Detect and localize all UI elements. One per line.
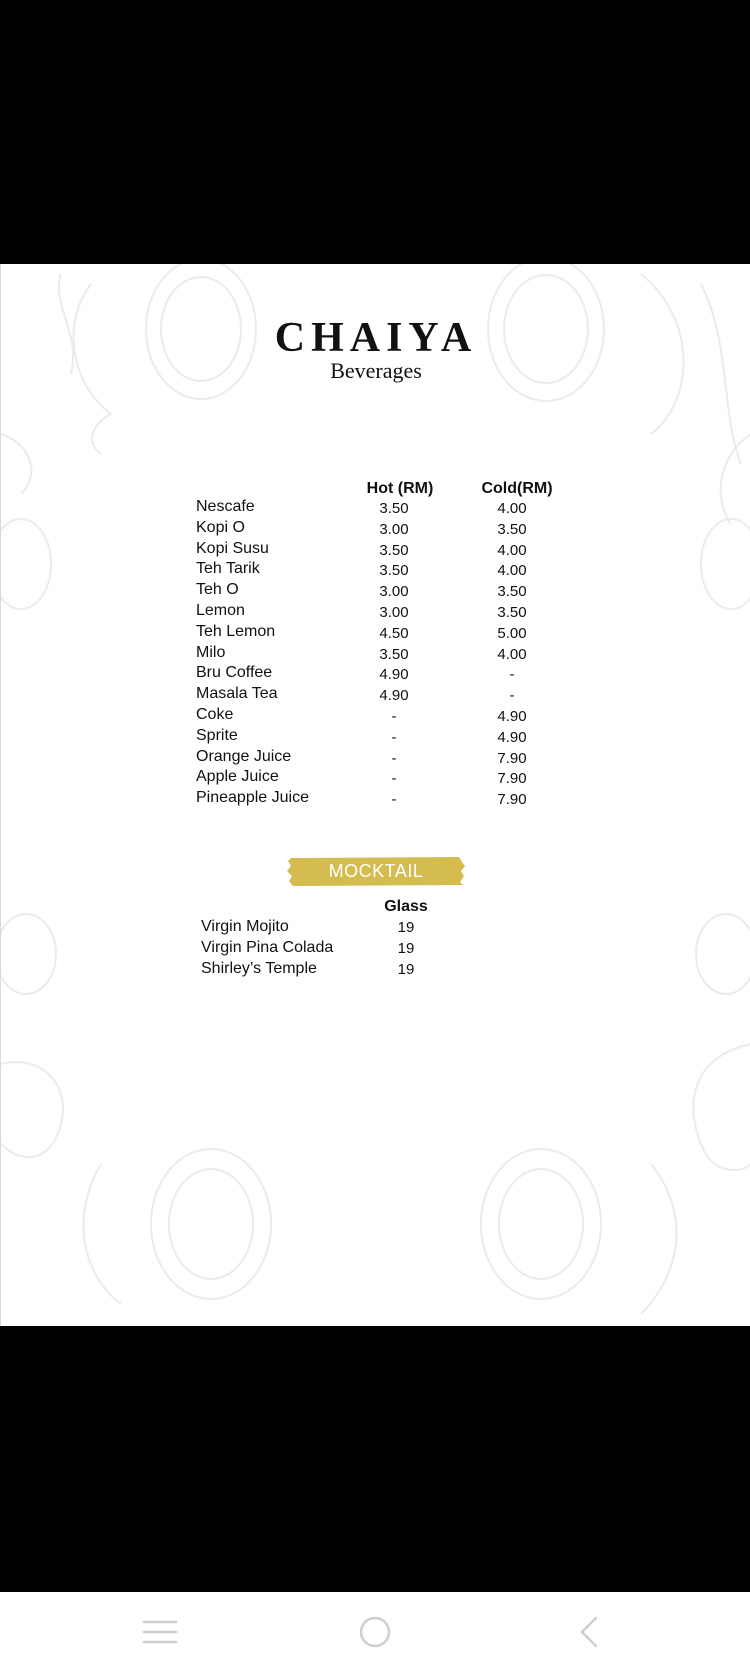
hot-price: 3.50 — [379, 500, 409, 517]
menu-row — [196, 498, 576, 519]
cold-price: 4.00 — [497, 562, 527, 580]
item-name: Orange Juice — [196, 747, 292, 765]
cold-price: 4.90 — [497, 728, 527, 746]
hot-price: - — [391, 707, 397, 725]
cold-price: 7.90 — [497, 770, 527, 788]
home-circle-icon[interactable] — [351, 1608, 399, 1656]
menu-image — [0, 264, 750, 1326]
mocktail-price: 19 — [397, 919, 415, 936]
menu-row — [196, 623, 576, 644]
menu-row — [196, 748, 576, 769]
cold-price: 4.00 — [497, 645, 527, 663]
item-name: Coke — [196, 705, 234, 723]
back-chevron-icon[interactable] — [566, 1608, 614, 1656]
hot-price: - — [391, 728, 397, 746]
menu-row — [196, 560, 576, 581]
menu-row — [196, 727, 576, 748]
cold-price: 4.00 — [497, 541, 527, 559]
cold-price: - — [509, 666, 515, 684]
mocktail-list — [201, 918, 501, 980]
cold-price: 3.50 — [497, 520, 527, 538]
system-navigation-bar — [0, 1592, 750, 1672]
mocktail-row — [201, 918, 501, 939]
menu-row — [196, 768, 576, 789]
menu-row — [196, 789, 576, 810]
beverage-list — [196, 498, 576, 810]
hot-price: 3.00 — [379, 603, 409, 621]
mocktail-price: 19 — [397, 939, 415, 957]
hot-price: - — [391, 791, 397, 809]
hot-column-header: Hot (RM) — [366, 480, 434, 497]
menu-lines-icon[interactable] — [136, 1608, 184, 1656]
cold-price: 7.90 — [497, 749, 527, 767]
mocktail-row — [201, 939, 501, 960]
cold-price: 7.90 — [497, 791, 527, 809]
hot-price: 3.00 — [379, 520, 409, 538]
cold-price: 4.90 — [497, 707, 527, 725]
item-name: Kopi O — [196, 518, 245, 536]
cold-price: - — [509, 687, 515, 705]
item-name: Masala Tea — [196, 685, 278, 703]
mocktail-label: MOCKTAIL — [328, 861, 424, 881]
cold-price: 4.00 — [497, 500, 527, 517]
mocktail-name: Virgin Mojito — [201, 918, 289, 935]
menu-row — [196, 706, 576, 727]
item-name: Apple Juice — [196, 768, 279, 786]
menu-row — [196, 685, 576, 706]
menu-row — [196, 519, 576, 540]
mocktail-price: 19 — [397, 960, 415, 978]
item-name: Lemon — [196, 601, 245, 619]
cold-price: 3.50 — [497, 603, 527, 621]
cold-price: 5.00 — [497, 624, 527, 642]
mocktail-name: Virgin Pina Colada — [201, 938, 334, 956]
item-name: Pineapple Juice — [196, 789, 309, 807]
mocktail-row — [201, 960, 501, 981]
hot-price: 4.50 — [379, 624, 409, 642]
hot-price: 4.90 — [379, 666, 409, 684]
item-name: Nescafe — [196, 498, 255, 515]
glass-column-header: Glass — [384, 898, 428, 915]
hot-price: 3.00 — [379, 583, 409, 601]
item-name: Milo — [196, 643, 226, 661]
cold-column-header: Cold(RM) — [481, 480, 553, 497]
section-title: Beverages — [330, 358, 422, 383]
cold-price: 3.50 — [497, 583, 527, 601]
item-name: Bru Coffee — [196, 664, 273, 682]
menu-row — [196, 664, 576, 685]
item-name: Kopi Susu — [196, 539, 269, 557]
mocktail-name: Shirley’s Temple — [201, 959, 317, 977]
item-name: Teh O — [196, 581, 239, 599]
hot-price: - — [391, 770, 397, 788]
hot-price: 3.50 — [379, 562, 409, 580]
brand-title: CHAIYA — [274, 315, 478, 361]
menu-row — [196, 581, 576, 602]
hot-price: - — [391, 749, 397, 767]
hot-price: 3.50 — [379, 645, 409, 663]
menu-row — [196, 644, 576, 665]
item-name: Sprite — [196, 726, 238, 744]
item-name: Teh Tarik — [196, 560, 260, 578]
hot-price: 4.90 — [379, 687, 409, 705]
menu-row — [196, 540, 576, 561]
item-name: Teh Lemon — [196, 622, 276, 640]
hot-price: 3.50 — [379, 541, 409, 559]
menu-row — [196, 602, 576, 623]
